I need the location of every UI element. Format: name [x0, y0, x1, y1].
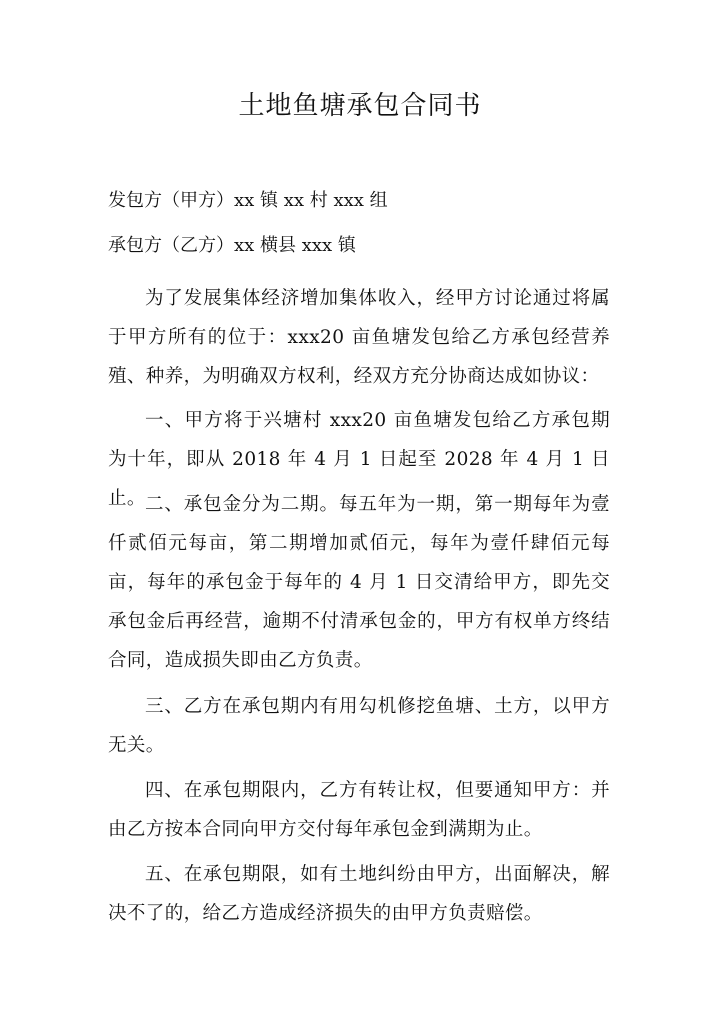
- document-title: 土地鱼塘承包合同书: [238, 91, 482, 121]
- clause-5: 五、在承包期限，如有土地纠纷由甲方，出面解决，解决不了的，给乙方造成经济损失的由甲方负责赔偿。: [108, 864, 610, 924]
- clause-1: 一、甲方将于兴塘村 xxx20 亩鱼塘发包给乙方承包期为十年，即从 2018 年 4 月 1 日起至 2028 年 4 月 1 日止。: [108, 410, 610, 509]
- party-a-line: 发包方（甲方）xx 镇 xx 村 xxx 组: [108, 190, 388, 211]
- intro-paragraph: 为了发展集体经济增加集体收入，经甲方讨论通过将属于甲方所有的位于：xxx20 亩鱼塘发包给乙方承包经营养殖、种养，为明确双方权利，经双方充分协商达成如协议：: [108, 288, 610, 387]
- clause-3: 三、乙方在承包期内有用勾机修挖鱼塘、土方，以甲方无关。: [108, 696, 610, 756]
- clause-4: 四、在承包期限内，乙方有转让权，但要通知甲方：并由乙方按本合同向甲方交付每年承包金到满期为止。: [108, 780, 610, 840]
- clause-2: 二、承包金分为二期。每五年为一期，第一期每年为壹仟贰佰元每亩，第二期增加贰佰元，每年为壹仟肆佰元每亩，每年的承包金于每年的 4 月 1 日交清给甲方，即先交承包金后再经营，逾期不付清承包金的，甲方有权单方终结合同，造成损失即由乙方负责。: [108, 494, 610, 671]
- party-b-line: 承包方（乙方）xx 横县 xxx 镇: [108, 235, 356, 256]
